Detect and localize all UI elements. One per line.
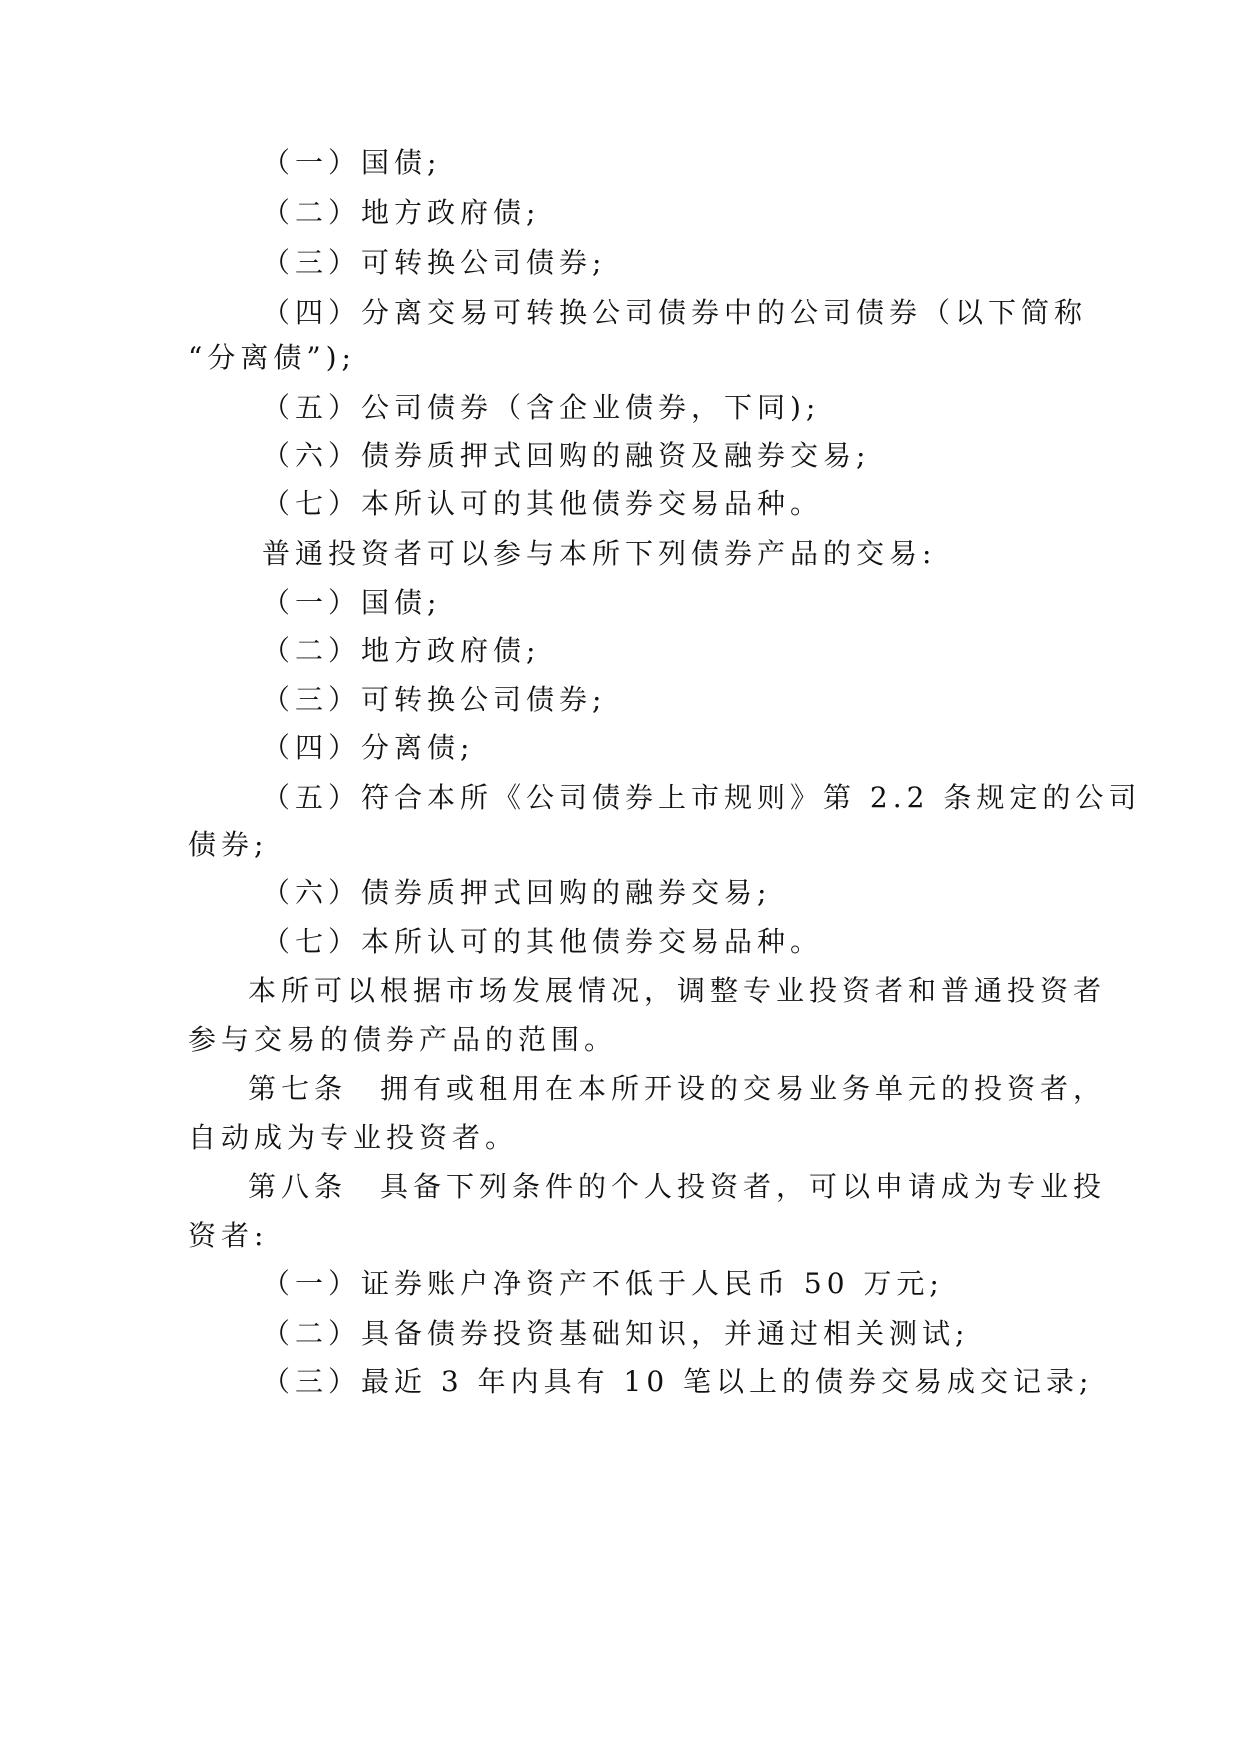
list-item: （四）分离债; (262, 731, 475, 764)
list-item: （四）分离交易可转换公司债券中的公司债券（以下简称 (262, 296, 1088, 329)
list-item: （三）可转换公司债券; (262, 683, 607, 716)
list-item: （五）公司债券（含企业债券，下同); (262, 391, 821, 424)
list-item: （二）地方政府债; (262, 634, 541, 667)
list-item: （三）最近 3 年内具有 10 笔以上的债券交易成交记录; (262, 1365, 1094, 1398)
list-item: （二）地方政府债; (262, 196, 541, 229)
list-item: （一）国债; (262, 586, 442, 619)
list-item: （一）国债; (262, 146, 442, 179)
paragraph-line: 参与交易的债券产品的范围。 (188, 1023, 618, 1056)
list-item: （七）本所认可的其他债券交易品种。 (262, 925, 824, 958)
article-heading-line: 第七条 拥有或租用在本所开设的交易业务单元的投资者， (248, 1072, 1107, 1105)
article-heading-line: 第八条 具备下列条件的个人投资者，可以申请成为专业投 (248, 1170, 1107, 1203)
list-item: （二）具备债券投资基础知识，并通过相关测试; (262, 1317, 970, 1350)
list-item: （一）证券账户净资产不低于人民币 50 万元; (262, 1267, 944, 1300)
list-item: （六）债券质押式回购的融券交易; (262, 876, 772, 909)
list-item: （七）本所认可的其他债券交易品种。 (262, 487, 824, 520)
paragraph-line: 普通投资者可以参与本所下列债券产品的交易: (262, 537, 937, 570)
paragraph-line: 本所可以根据市场发展情况，调整专业投资者和普通投资者 (248, 974, 1107, 1007)
paragraph-line: 资者: (188, 1219, 269, 1252)
list-item-continuation: 债券; (188, 828, 269, 861)
list-item: （五）符合本所《公司债券上市规则》第 2.2 条规定的公司 (262, 781, 1142, 814)
list-item: （六）债券质押式回购的融资及融券交易; (262, 439, 871, 472)
list-item: （三）可转换公司债券; (262, 246, 607, 279)
paragraph-line: 自动成为专业投资者。 (188, 1121, 519, 1154)
list-item-continuation: “分离债”); (188, 341, 356, 374)
